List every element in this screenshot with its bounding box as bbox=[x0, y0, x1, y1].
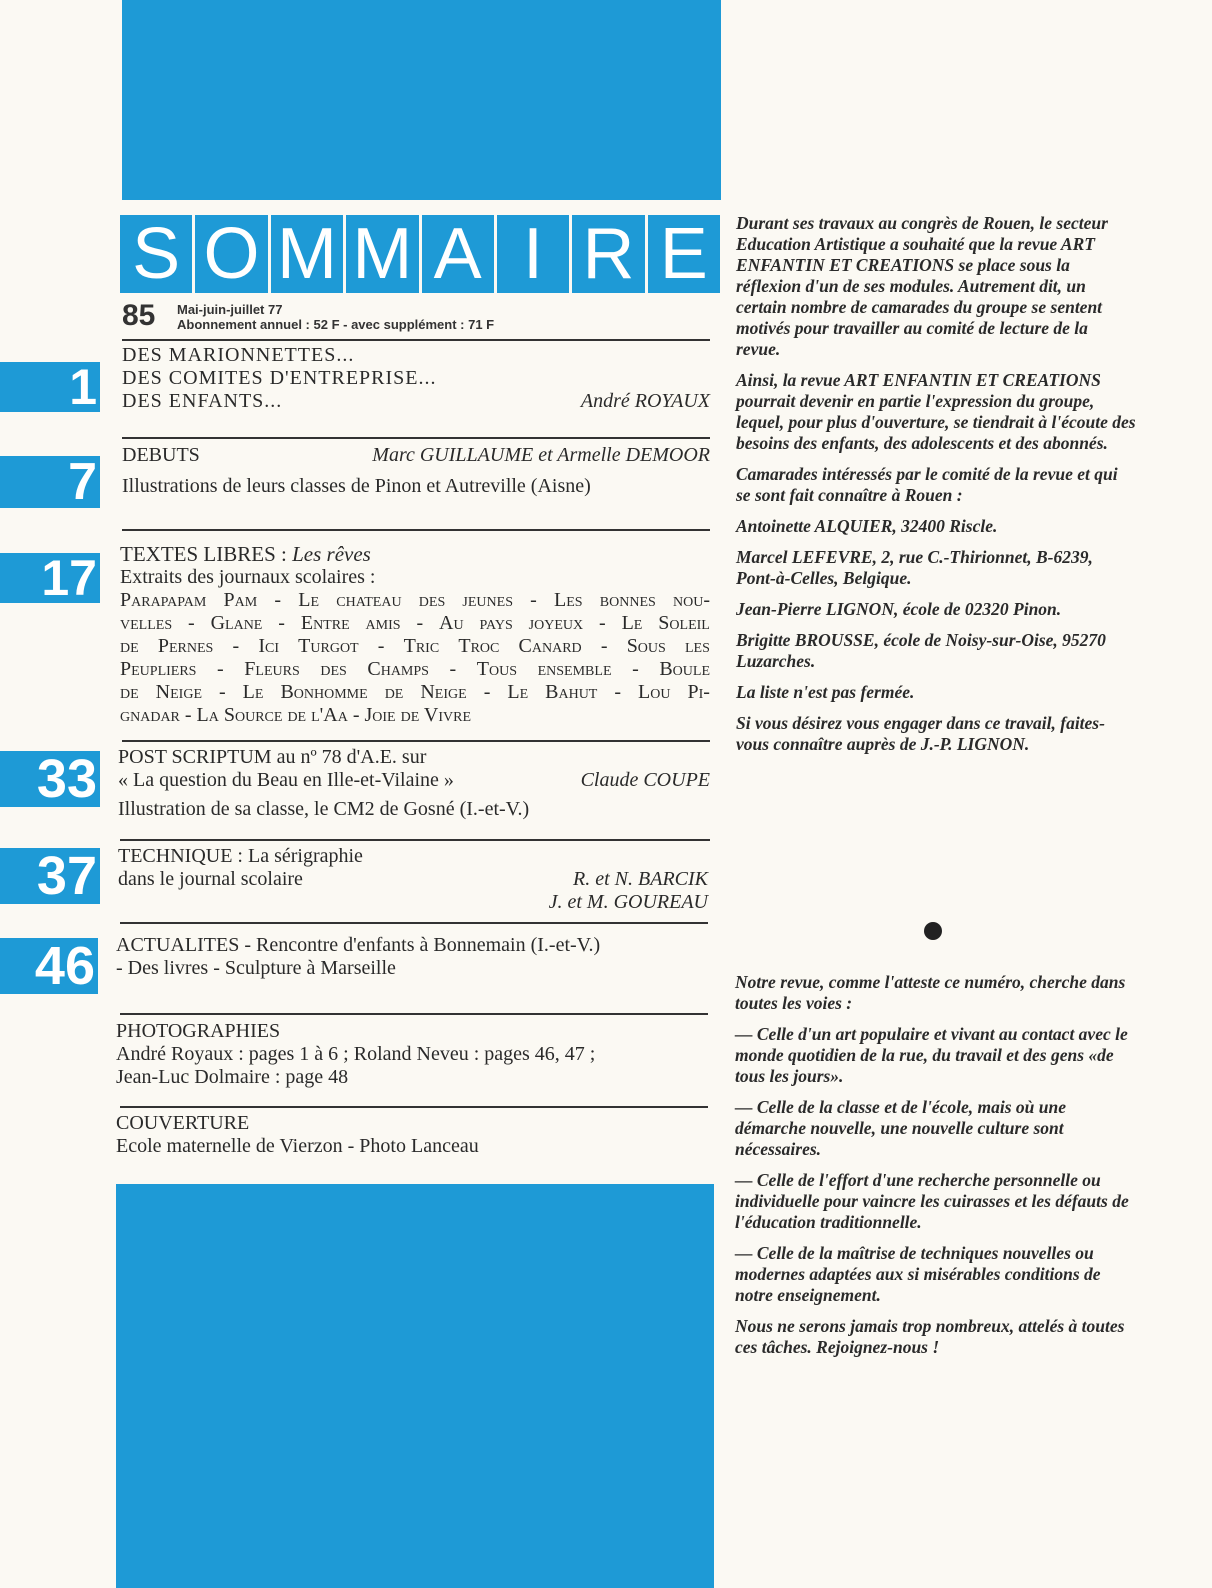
toc-entry[interactable] bbox=[118, 746, 710, 828]
entry-description: Illustrations de leurs classes de Pinon et Autreville (Aisne) bbox=[122, 475, 591, 497]
editorial-paragraph: — Celle de la maîtrise de techniques nouvelles ou modernes adaptées aux si misérables conditions de notre enseignement. bbox=[735, 1243, 1101, 1305]
photo-credits-line: Jean-Luc Dolmaire : page 48 bbox=[116, 1066, 349, 1088]
page-number-badge: 46 bbox=[0, 938, 98, 994]
toc-entry[interactable] bbox=[122, 344, 710, 416]
entry-title-line: TECHNIQUE : La sérigraphie bbox=[118, 845, 363, 867]
journal-list-line: de Pernes - Ici Turgot - Tric Troc Canard - Sous les bbox=[120, 635, 710, 657]
section-divider bbox=[122, 339, 710, 341]
title-letter: S bbox=[120, 215, 192, 293]
title-letter: A bbox=[422, 215, 494, 293]
section-divider bbox=[122, 437, 710, 439]
journal-list-line: velles - Glane - Entre amis - Au pays joyeux - Le Soleil bbox=[120, 612, 710, 634]
page-number-badge: 33 bbox=[0, 751, 100, 807]
entry-author: J. et M. GOUREAU bbox=[548, 891, 708, 913]
entry-author: Claude COUPE bbox=[580, 769, 710, 791]
bullet-dot-icon bbox=[924, 922, 942, 940]
section-divider bbox=[120, 839, 710, 841]
title-letter: R bbox=[572, 215, 644, 293]
entry-title-line: « La question du Beau en Ille-et-Vilaine » bbox=[118, 769, 454, 791]
editorial-column bbox=[736, 213, 1136, 765]
page-number-badge: 7 bbox=[0, 456, 100, 508]
section-divider bbox=[120, 1106, 708, 1108]
contact-entry: Antoinette ALQUIER, 32400 Riscle. bbox=[736, 516, 998, 536]
journal-list-line: Peupliers - Fleurs des Champs - Tous ensemble - Boule bbox=[120, 658, 710, 680]
editorial-paragraph: Si vous désirez vous engager dans ce travail, faites-vous connaître auprès de J.-P. LIGNON. bbox=[736, 713, 1105, 754]
entry-heading: TEXTES LIBRES : bbox=[120, 542, 287, 566]
entry-author: Marc GUILLAUME et Armelle DEMOOR bbox=[372, 444, 710, 466]
editorial-column-2 bbox=[735, 972, 1135, 1368]
sommaire-title bbox=[120, 215, 720, 293]
section-divider bbox=[120, 1013, 708, 1015]
contact-entry: Marcel LEFEVRE, 2, rue C.-Thirionnet, B-6239, Pont-à-Celles, Belgique. bbox=[736, 547, 1093, 588]
entry-title-line: DES COMITES D'ENTREPRISE... bbox=[122, 367, 437, 389]
editorial-paragraph: Durant ses travaux au congrès de Rouen, le secteur Education Artistique a souhaité que la revue ART ENFANTIN ET CREATIONS se place sous la réflexion d'un de ses modules. Autrement dit, un certain nombre de camarades du groupe se sentent motivés pour travailler au comité de lecture de la revue. bbox=[736, 213, 1108, 359]
bottom-blue-panel bbox=[116, 1184, 714, 1588]
toc-entry[interactable] bbox=[122, 444, 710, 498]
editorial-paragraph: — Celle d'un art populaire et vivant au contact avec le monde quotidien de la rue, du travail et des gens «de tous les jours». bbox=[735, 1024, 1128, 1086]
photo-credits bbox=[116, 1020, 710, 1092]
entry-heading: DEBUTS bbox=[122, 444, 200, 466]
subscription-info: Abonnement annuel : 52 F - avec supplément : 71 F bbox=[177, 317, 495, 332]
title-letter: E bbox=[648, 215, 720, 293]
entry-title-line: DES MARIONNETTES... bbox=[122, 344, 355, 366]
contact-entry: Jean-Pierre LIGNON, école de 02320 Pinon. bbox=[736, 599, 1062, 619]
top-blue-panel bbox=[122, 0, 721, 200]
editorial-paragraph: Notre revue, comme l'atteste ce numéro, cherche dans toutes les voies : bbox=[735, 972, 1126, 1013]
page-number-badge: 1 bbox=[0, 362, 100, 412]
entry-title-line: POST SCRIPTUM au nº 78 d'A.E. sur bbox=[118, 746, 427, 768]
issue-number: 85 bbox=[122, 299, 156, 332]
editorial-paragraph: — Celle de l'effort d'une recherche personnelle ou individuelle pour vaincre les cuirasses et les défauts de l'éducation traditionnelle. bbox=[735, 1170, 1129, 1232]
title-letter: M bbox=[271, 215, 343, 293]
page-number-badge: 17 bbox=[0, 553, 100, 603]
entry-title-line: - Des livres - Sculpture à Marseille bbox=[116, 957, 396, 979]
editorial-paragraph: Camarades intéressés par le comité de la revue et qui se sont fait connaître à Rouen : bbox=[736, 464, 1118, 505]
journal-list-line: de Neige - Le Bonhomme de Neige - Le Bahut - Lou Pi- bbox=[120, 681, 710, 703]
entry-description: Illustration de sa classe, le CM2 de Gosné (I.-et-V.) bbox=[118, 798, 530, 820]
entry-title-line: ACTUALITES - Rencontre d'enfants à Bonnemain (I.-et-V.) bbox=[116, 934, 601, 956]
issue-info bbox=[177, 302, 494, 332]
entry-subheading: Les rêves bbox=[292, 542, 371, 566]
title-letter: I bbox=[497, 215, 569, 293]
title-letter: M bbox=[346, 215, 418, 293]
toc-entry[interactable] bbox=[120, 542, 710, 726]
section-divider bbox=[120, 922, 708, 924]
entry-author: André ROYAUX bbox=[580, 390, 710, 412]
cover-heading: COUVERTURE bbox=[116, 1112, 250, 1134]
editorial-paragraph: Nous ne serons jamais trop nombreux, attelés à toutes ces tâches. Rejoignez-nous ! bbox=[735, 1316, 1125, 1357]
journal-list-line: gnadar - La Source de l'Aa - Joie de Vivre bbox=[120, 704, 471, 726]
photo-credits-line: André Royaux : pages 1 à 6 ; Roland Neveu : pages 46, 47 ; bbox=[116, 1043, 596, 1065]
entry-intro: Extraits des journaux scolaires : bbox=[120, 566, 376, 588]
cover-credit bbox=[116, 1112, 710, 1162]
page-number-badge: 37 bbox=[0, 848, 100, 904]
editorial-paragraph: — Celle de la classe et de l'école, mais où une démarche nouvelle, une nouvelle culture sont nécessaires. bbox=[735, 1097, 1066, 1159]
entry-author: R. et N. BARCIK bbox=[573, 868, 708, 890]
editorial-paragraph: La liste n'est pas fermée. bbox=[736, 682, 915, 702]
editorial-paragraph: Ainsi, la revue ART ENFANTIN ET CREATIONS pourrait devenir en partie l'expression du groupe, lequel, pour plus d'ouverture, se tiendrait à l'écoute des besoins des enfants, des adolescents et des abonnés. bbox=[736, 370, 1136, 453]
journal-list-line: Parapapam Pam - Le chateau des jeunes - Les bonnes nou- bbox=[120, 589, 710, 611]
entry-title-line: dans le journal scolaire bbox=[118, 868, 303, 890]
title-letter: O bbox=[195, 215, 267, 293]
toc-entry[interactable] bbox=[118, 845, 708, 915]
section-divider bbox=[122, 529, 710, 531]
toc-entry[interactable] bbox=[116, 934, 710, 982]
cover-line: Ecole maternelle de Vierzon - Photo Lanceau bbox=[116, 1135, 479, 1157]
section-divider bbox=[122, 740, 710, 742]
contact-entry: Brigitte BROUSSE, école de Noisy-sur-Oise, 95270 Luzarches. bbox=[736, 630, 1106, 671]
entry-title-line: DES ENFANTS... bbox=[122, 390, 283, 412]
photo-credits-heading: PHOTOGRAPHIES bbox=[116, 1020, 281, 1042]
issue-date: Mai-juin-juillet 77 bbox=[177, 302, 283, 317]
